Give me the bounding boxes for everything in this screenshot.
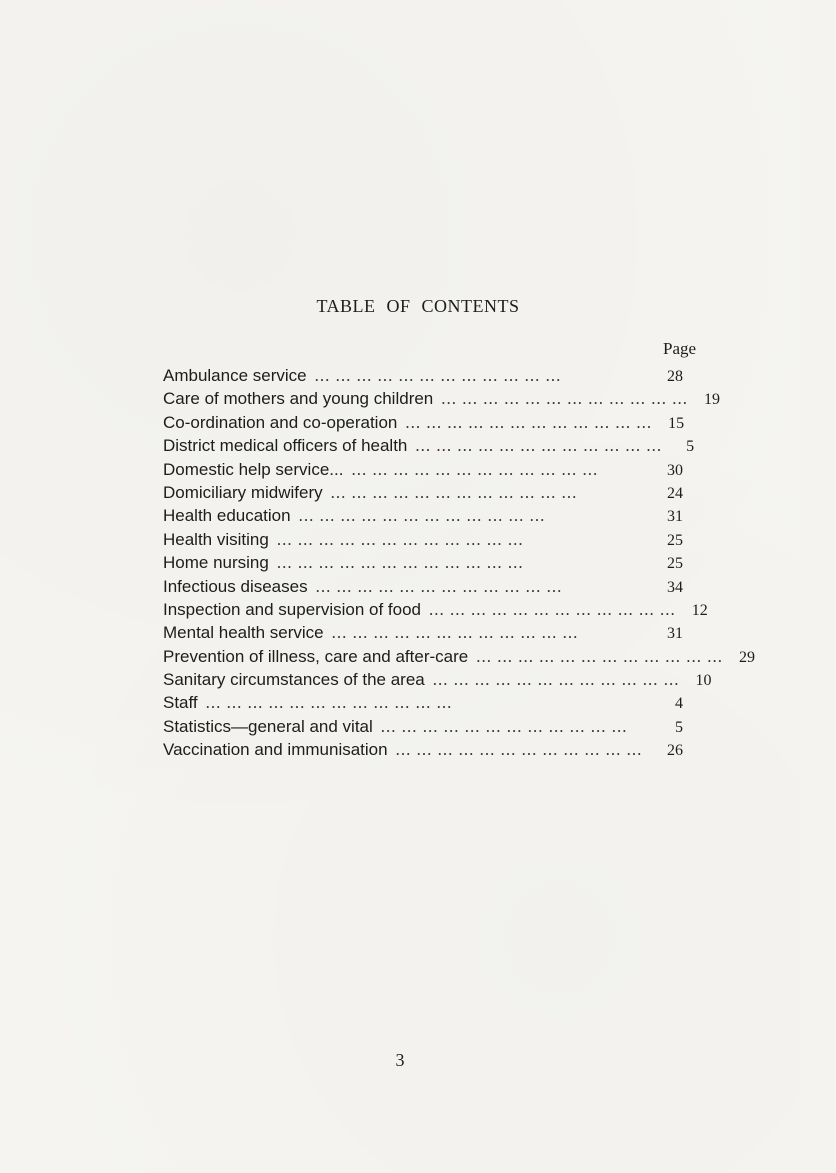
toc-entry-page: 15 bbox=[668, 414, 685, 432]
page-number: 3 bbox=[395, 1050, 405, 1070]
toc-entry-label: Health education bbox=[163, 506, 291, 526]
toc-entry bbox=[163, 738, 683, 761]
toc-entry bbox=[163, 387, 721, 410]
page-title: TABLE OF CONTENTS bbox=[316, 296, 520, 316]
dot-leader: ... ... ... ... ... ... ... ... ... ... ... ... bbox=[276, 529, 524, 549]
toc-entry-label: Prevention of illness, care and after-care bbox=[163, 646, 469, 666]
dot-leader: ... ... ... ... ... ... ... ... ... ... ... ... bbox=[351, 459, 599, 479]
dot-leader: ... ... ... ... ... ... ... ... ... ... ... ... bbox=[298, 506, 546, 526]
toc-entry bbox=[163, 715, 683, 738]
toc-entry bbox=[163, 621, 683, 644]
table-of-contents bbox=[163, 364, 755, 762]
toc-entry-page: 31 bbox=[667, 508, 683, 526]
toc-entry bbox=[163, 434, 695, 457]
toc-entry bbox=[163, 575, 683, 598]
toc-entry bbox=[163, 458, 683, 481]
toc-entry-page: 26 bbox=[667, 742, 683, 760]
toc-entry-page: 25 bbox=[667, 531, 683, 549]
toc-entry-label: Co-ordination and co-operation bbox=[163, 412, 398, 432]
dot-leader: ... ... ... ... ... ... ... ... ... ... ... ... bbox=[415, 436, 663, 456]
toc-entry-label: Ambulance service bbox=[163, 366, 307, 385]
toc-entry-page: 12 bbox=[691, 601, 708, 619]
toc-entry-page: 24 bbox=[667, 484, 683, 502]
toc-entry-page: 34 bbox=[667, 578, 683, 596]
toc-entry-label: Inspection and supervision of food bbox=[163, 599, 422, 619]
toc-entry bbox=[163, 411, 683, 434]
toc-entry-label: Health visiting bbox=[163, 529, 269, 549]
dot-leader: ... ... ... ... ... ... ... ... ... ... ... ... bbox=[380, 716, 628, 736]
toc-entry bbox=[163, 598, 708, 621]
toc-entry-label: Infectious diseases bbox=[163, 576, 308, 596]
toc-entry-label: Domiciliary midwifery bbox=[163, 482, 323, 502]
toc-entry-label: Care of mothers and young children bbox=[163, 389, 434, 409]
toc-entry bbox=[163, 691, 683, 714]
toc-entry-label: Statistics—general and vital bbox=[163, 716, 373, 736]
toc-entry-label: Domestic help service... bbox=[163, 459, 344, 479]
toc-entry-page: 5 bbox=[686, 438, 695, 456]
page-column-header: Page bbox=[663, 339, 697, 358]
toc-entry-label: Sanitary circumstances of the area bbox=[163, 670, 425, 690]
dot-leader: ... ... ... ... ... ... ... ... ... ... ... ... bbox=[315, 576, 563, 596]
toc-entry bbox=[163, 551, 683, 574]
toc-entry-label: Vaccination and immunisation bbox=[163, 740, 388, 760]
toc-entry-page: 25 bbox=[667, 555, 683, 573]
toc-entry-page: 4 bbox=[675, 695, 683, 713]
toc-entry-page: 31 bbox=[667, 625, 683, 643]
toc-entry-label: Mental health service bbox=[163, 623, 324, 643]
toc-entry-page: 29 bbox=[738, 648, 755, 666]
toc-entry bbox=[163, 668, 712, 691]
toc-entry-page: 19 bbox=[704, 391, 721, 409]
dot-leader: ... ... ... ... ... ... ... ... ... ... ... ... bbox=[441, 389, 689, 409]
dot-leader: ... ... ... ... ... ... ... ... ... ... ... ... bbox=[314, 366, 562, 385]
dot-leader: ... ... ... ... ... ... ... ... ... ... ... ... bbox=[205, 693, 453, 713]
toc-entry bbox=[163, 504, 683, 527]
dot-leader: ... ... ... ... ... ... ... ... ... ... ... ... bbox=[429, 599, 676, 619]
dot-leader: ... ... ... ... ... ... ... ... ... ... ... ... bbox=[395, 740, 643, 760]
toc-entry-label: District medical officers of health bbox=[163, 436, 408, 456]
dot-leader: ... ... ... ... ... ... ... ... ... ... ... ... bbox=[405, 412, 653, 432]
toc-entry-label: Home nursing bbox=[163, 553, 269, 573]
toc-entry-label: Staff bbox=[163, 693, 198, 713]
toc-entry bbox=[163, 481, 683, 504]
toc-entry bbox=[163, 528, 683, 551]
toc-entry-page: 28 bbox=[667, 368, 683, 385]
dot-leader: ... ... ... ... ... ... ... ... ... ... ... ... bbox=[331, 623, 579, 643]
toc-entry-page: 10 bbox=[695, 672, 712, 690]
toc-entry bbox=[163, 645, 755, 668]
dot-leader: ... ... ... ... ... ... ... ... ... ... ... ... bbox=[432, 670, 680, 690]
dot-leader: ... ... ... ... ... ... ... ... ... ... ... ... bbox=[276, 553, 524, 573]
dot-leader: ... ... ... ... ... ... ... ... ... ... ... ... bbox=[476, 646, 723, 666]
dot-leader: ... ... ... ... ... ... ... ... ... ... ... ... bbox=[330, 482, 578, 502]
toc-entry-page: 30 bbox=[667, 461, 683, 479]
toc-entry bbox=[163, 364, 683, 387]
toc-entry-page: 5 bbox=[675, 718, 683, 736]
